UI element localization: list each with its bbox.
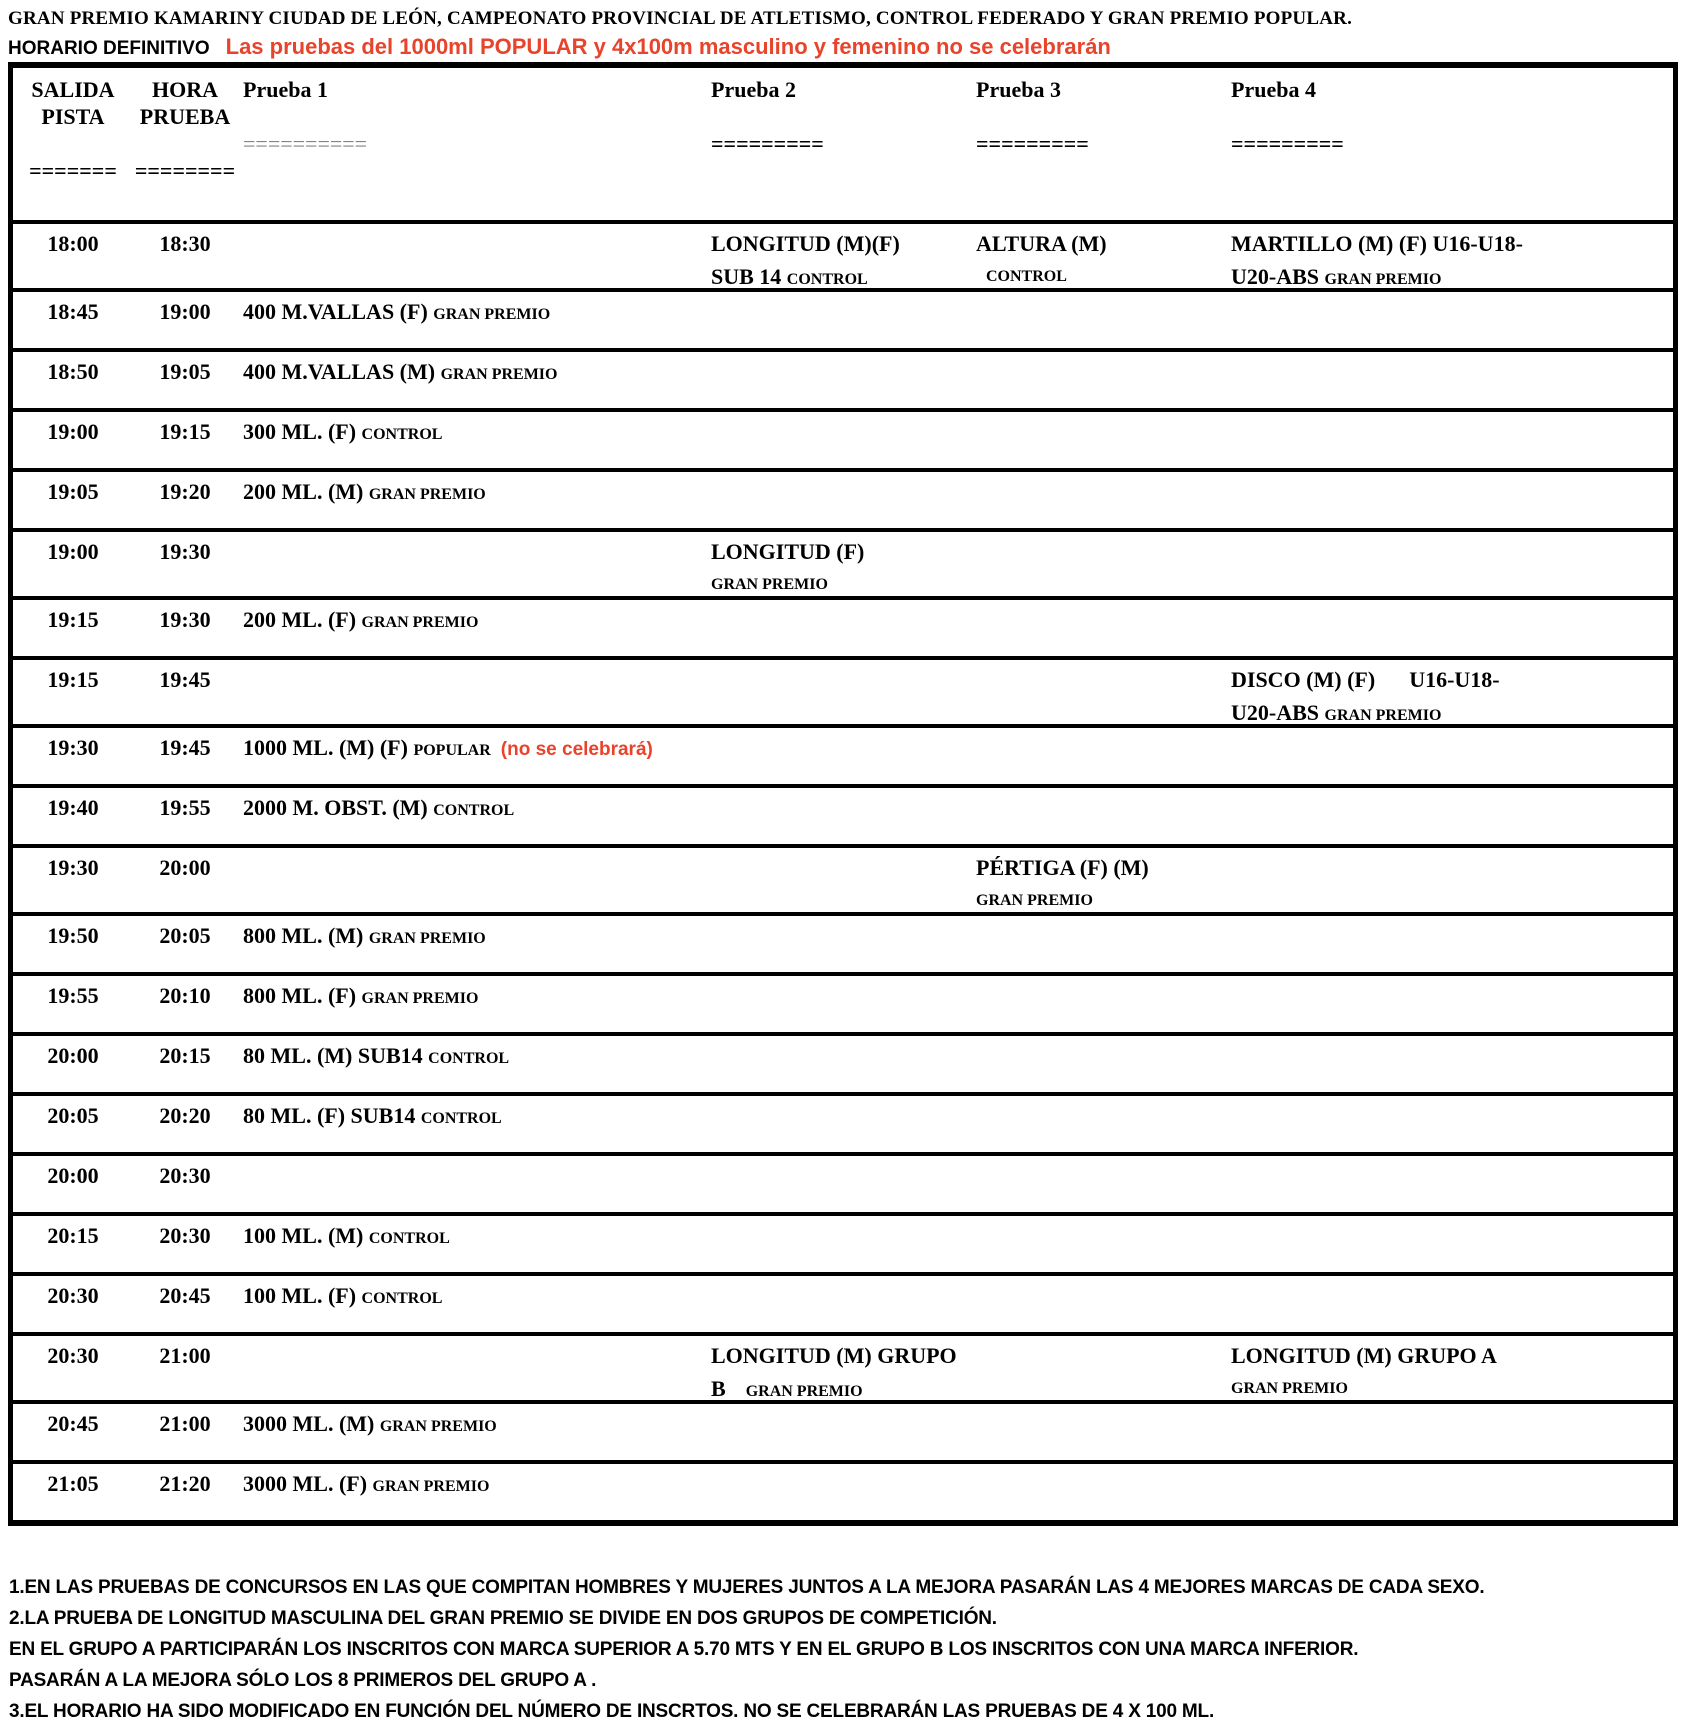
event-text-segment: LONGITUD (M) GRUPO A (1231, 1343, 1497, 1368)
prueba-1-cell (237, 477, 705, 528)
prueba-1-cell (237, 733, 705, 784)
prueba-2-cell (705, 229, 970, 295)
hora-prueba-cell: 19:05 (159, 359, 211, 384)
prueba-1-cell (237, 853, 705, 916)
prueba-1-cell (237, 357, 705, 408)
prueba-4-cell (1225, 1041, 1673, 1092)
prueba-3-cell (970, 417, 1225, 468)
event-text-segment: 3000 ML. (F) (243, 1471, 373, 1496)
table-row (13, 1272, 1673, 1332)
table-row (13, 220, 1673, 288)
prueba-1-cell (237, 793, 705, 844)
prueba-3-cell (970, 1041, 1225, 1092)
prueba-4-cell (1225, 1161, 1673, 1212)
prueba-2-cell (705, 1469, 970, 1520)
prueba-1-cell (237, 297, 705, 348)
table-row (13, 972, 1673, 1032)
prueba-2-cell (705, 981, 970, 1032)
prueba-3-cell (970, 1281, 1225, 1332)
prueba-3-cell (970, 1161, 1225, 1212)
schedule-table (8, 62, 1678, 1526)
event-text-segment: GRAN PREMIO (1324, 707, 1442, 724)
prueba-2-cell (705, 1221, 970, 1272)
header-underline: ======= (29, 158, 117, 183)
salida-pista-cell: 19:50 (47, 923, 99, 948)
prueba-3-cell (970, 921, 1225, 972)
table-row (13, 1460, 1673, 1520)
prueba-2-cell (705, 1281, 970, 1332)
hora-prueba-cell: 20:00 (159, 855, 211, 880)
event-text-segment: 200 ML. (F) (243, 607, 362, 632)
prueba-1-cell (237, 1221, 705, 1272)
header-underline: ======== (134, 158, 236, 183)
hora-prueba-cell: 20:45 (159, 1283, 211, 1308)
event-text-segment: 200 ML. (M) (243, 479, 369, 504)
prueba-2-cell (705, 921, 970, 972)
event-text-segment: 3000 ML. (M) (243, 1411, 380, 1436)
prueba-3-cell (970, 733, 1225, 784)
event-text-segment: 1000 ML. (M) (F) (243, 735, 414, 760)
prueba-2-cell (705, 1341, 970, 1407)
hora-prueba-cell: 19:45 (159, 667, 211, 692)
event-text-segment: SUB 14 (711, 264, 787, 289)
event-text-segment: 100 ML. (M) (243, 1223, 369, 1248)
event-text-segment: CONTROL (433, 802, 515, 819)
header-underline: ========= (711, 131, 824, 156)
prueba-3-cell (970, 665, 1225, 731)
prueba-2-cell (705, 853, 970, 916)
prueba-4-cell (1225, 1341, 1673, 1407)
event-text-segment: 800 ML. (F) (243, 983, 362, 1008)
event-text-segment: GRAN PREMIO (433, 306, 551, 323)
event-text-segment: GRAN PREMIO (361, 614, 479, 631)
table-row (13, 1212, 1673, 1272)
salida-pista-cell: 20:00 (47, 1163, 99, 1188)
note-line: 1.EN LAS PRUEBAS DE CONCURSOS EN LAS QUE COMPITAN HOMBRES Y MUJERES JUNTOS A LA MEJORA PASARÁN LAS 4 MEJORES MARCAS DE CADA SEXO. (9, 1577, 1485, 1598)
salida-pista-cell: 18:45 (47, 299, 99, 324)
note-line: 2.LA PRUEBA DE LONGITUD MASCULINA DEL GRAN PREMIO SE DIVIDE EN DOS GRUPOS DE COMPETICIÓN. (9, 1608, 997, 1629)
hora-prueba-cell: 21:20 (159, 1471, 211, 1496)
subtitle-label: HORARIO DEFINITIVO (8, 38, 210, 59)
footer-notes (9, 1572, 1684, 1727)
prueba-3-cell (970, 853, 1225, 916)
prueba-4-cell (1225, 1469, 1673, 1520)
salida-pista-cell: 18:50 (47, 359, 99, 384)
table-row (13, 1152, 1673, 1212)
salida-pista-cell: 19:30 (47, 855, 99, 880)
event-text-segment: GRAN PREMIO (976, 892, 1093, 909)
event-text-segment: DISCO (M) (F) (1231, 667, 1376, 692)
prueba-3-cell (970, 605, 1225, 656)
table-row (13, 1400, 1673, 1460)
event-text-segment: U20-ABS (1231, 264, 1325, 289)
table-row (13, 1332, 1673, 1400)
note-line: 3.EL HORARIO HA SIDO MODIFICADO EN FUNCIÓN DEL NÚMERO DE INSCRTOS. NO SE CELEBRARÁN LAS PRUEBAS DE 4 X 100 ML. (9, 1701, 1215, 1722)
salida-pista-cell: 19:00 (47, 419, 99, 444)
hora-prueba-cell: 20:30 (159, 1163, 211, 1188)
event-text-segment: GRAN PREMIO (1231, 1380, 1348, 1397)
event-text-segment: CONTROL (986, 268, 1067, 285)
table-row (13, 408, 1673, 468)
prueba-2-cell (705, 357, 970, 408)
table-row (13, 724, 1673, 784)
prueba-2-cell (705, 417, 970, 468)
event-text-segment: GRAN PREMIO (372, 1478, 490, 1495)
table-row (13, 596, 1673, 656)
prueba-4-cell (1225, 1281, 1673, 1332)
header-prueba-4: Prueba 4 ========= (1225, 76, 1673, 220)
event-text-segment: GRAN PREMIO (368, 930, 486, 947)
prueba-3-cell (970, 1101, 1225, 1152)
table-header-row (13, 68, 1673, 220)
prueba-2-cell (705, 793, 970, 844)
prueba-4-cell (1225, 1101, 1673, 1152)
event-text-segment: CONTROL (786, 271, 868, 288)
event-text-segment: U20-ABS (1231, 700, 1325, 725)
prueba-2-cell (705, 733, 970, 784)
event-text-segment: (no se celebrará) (500, 739, 653, 760)
prueba-4-cell (1225, 733, 1673, 784)
salida-pista-cell: 19:15 (47, 667, 99, 692)
hora-prueba-cell: 19:30 (159, 607, 211, 632)
event-text-segment: B (711, 1376, 726, 1401)
event-text-segment: CONTROL (361, 1290, 443, 1307)
hora-prueba-cell: 19:30 (159, 539, 211, 564)
prueba-2-cell (705, 537, 970, 600)
event-text-segment: CONTROL (428, 1050, 510, 1067)
prueba-2-cell (705, 605, 970, 656)
salida-pista-cell: 19:40 (47, 795, 99, 820)
event-text-segment: CONTROL (361, 426, 443, 443)
prueba-2-cell (705, 297, 970, 348)
event-text-segment: LONGITUD (F) (711, 539, 865, 564)
prueba-3-cell (970, 297, 1225, 348)
table-row (13, 844, 1673, 912)
prueba-3-cell (970, 229, 1225, 295)
prueba-1-cell (237, 1409, 705, 1460)
prueba-4-cell (1225, 981, 1673, 1032)
event-text-segment: MARTILLO (M) (F) U16-U18- (1231, 231, 1523, 256)
prueba-4-cell (1225, 297, 1673, 348)
header-salida-pista: SALIDA PISTA ======= (13, 76, 133, 220)
event-text-segment: GRAN PREMIO (379, 1418, 497, 1435)
subtitle-row (8, 34, 1684, 62)
prueba-4-cell (1225, 1221, 1673, 1272)
cancellation-warning: Las pruebas del 1000ml POPULAR y 4x100m masculino y femenino no se celebrarán (225, 34, 1111, 59)
hora-prueba-cell: 19:45 (159, 735, 211, 760)
prueba-2-cell (705, 477, 970, 528)
event-text-segment: ALTURA (M) (976, 231, 1107, 256)
salida-pista-cell: 20:05 (47, 1103, 99, 1128)
salida-pista-cell: 20:45 (47, 1411, 99, 1436)
event-text-segment: 80 ML. (M) SUB14 (243, 1043, 429, 1068)
prueba-1-cell (237, 1281, 705, 1332)
salida-pista-cell: 19:05 (47, 479, 99, 504)
prueba-3-cell (970, 477, 1225, 528)
event-text-segment: CONTROL (420, 1110, 502, 1127)
prueba-4-cell (1225, 853, 1673, 916)
prueba-1-cell (237, 229, 705, 295)
prueba-1-cell (237, 1469, 705, 1520)
hora-prueba-cell: 19:20 (159, 479, 211, 504)
prueba-4-cell (1225, 921, 1673, 972)
table-body (13, 220, 1673, 1520)
event-text-segment: 400 M.VALLAS (F) (243, 299, 434, 324)
salida-pista-cell: 20:00 (47, 1043, 99, 1068)
event-text-segment: CONTROL (368, 1230, 450, 1247)
prueba-1-cell (237, 537, 705, 600)
note-line: PASARÁN A LA MEJORA SÓLO LOS 8 PRIMEROS DEL GRUPO A . (9, 1670, 597, 1691)
event-text-segment: PÉRTIGA (F) (M) (976, 855, 1149, 880)
event-text-segment: 800 ML. (M) (243, 923, 369, 948)
table-row (13, 468, 1673, 528)
prueba-3-cell (970, 357, 1225, 408)
prueba-2-cell (705, 1161, 970, 1212)
header-prueba-1: Prueba 1 ========== (237, 76, 705, 220)
salida-pista-cell: 19:30 (47, 735, 99, 760)
hora-prueba-cell: 19:15 (159, 419, 211, 444)
prueba-4-cell (1225, 1409, 1673, 1460)
prueba-1-cell (237, 1101, 705, 1152)
event-text-segment: 300 ML. (F) (243, 419, 362, 444)
header-hora-prueba: HORA PRUEBA ======== (134, 77, 236, 183)
prueba-1-cell (237, 1341, 705, 1407)
table-row (13, 1092, 1673, 1152)
salida-pista-cell: 18:00 (47, 231, 99, 256)
prueba-2-cell (705, 1041, 970, 1092)
event-text-segment: GRAN PREMIO (711, 576, 828, 593)
prueba-3-cell (970, 981, 1225, 1032)
hora-prueba-cell: 20:05 (159, 923, 211, 948)
salida-pista-cell: 19:00 (47, 539, 99, 564)
hora-prueba-cell: 20:10 (159, 983, 211, 1008)
event-text-segment: GRAN PREMIO (745, 1383, 863, 1400)
hora-prueba-cell: 21:00 (159, 1343, 211, 1368)
salida-pista-cell: 20:15 (47, 1223, 99, 1248)
table-row (13, 348, 1673, 408)
hora-prueba-cell: 20:15 (159, 1043, 211, 1068)
prueba-1-cell (237, 1041, 705, 1092)
prueba-3-cell (970, 1409, 1225, 1460)
event-text-segment: GRAN PREMIO (361, 990, 479, 1007)
event-text-segment: 400 M.VALLAS (M) (243, 359, 441, 384)
event-text-segment: LONGITUD (M)(F) (711, 231, 900, 256)
prueba-1-cell (237, 921, 705, 972)
hora-prueba-cell: 18:30 (159, 231, 211, 256)
table-row (13, 288, 1673, 348)
event-text-segment: POPULAR (413, 742, 495, 759)
prueba-1-cell (237, 665, 705, 731)
salida-pista-cell: 20:30 (47, 1343, 99, 1368)
salida-pista-cell: 21:05 (47, 1471, 99, 1496)
event-text-segment: U16-U18- (1409, 667, 1500, 692)
prueba-1-cell (237, 981, 705, 1032)
salida-pista-cell: 19:55 (47, 983, 99, 1008)
header-prueba-2: Prueba 2 ========= (705, 76, 970, 220)
event-text-segment: GRAN PREMIO (368, 486, 486, 503)
salida-pista-cell: 19:15 (47, 607, 99, 632)
event-text-segment: 100 ML. (F) (243, 1283, 362, 1308)
hora-prueba-cell: 19:00 (159, 299, 211, 324)
hora-prueba-cell: 21:00 (159, 1411, 211, 1436)
prueba-4-cell (1225, 665, 1673, 731)
prueba-4-cell (1225, 477, 1673, 528)
prueba-3-cell (970, 1341, 1225, 1407)
prueba-2-cell (705, 665, 970, 731)
header-underline: ========== (243, 131, 368, 156)
event-text-segment: GRAN PREMIO (440, 366, 558, 383)
prueba-4-cell (1225, 537, 1673, 600)
table-row (13, 528, 1673, 596)
header-underline: ========= (976, 131, 1089, 156)
prueba-3-cell (970, 1221, 1225, 1272)
table-row (13, 1032, 1673, 1092)
event-text-segment: LONGITUD (M) GRUPO (711, 1343, 957, 1368)
header-prueba-3: Prueba 3 ========= (970, 76, 1225, 220)
prueba-4-cell (1225, 417, 1673, 468)
table-row (13, 912, 1673, 972)
prueba-1-cell (237, 605, 705, 656)
table-row (13, 656, 1673, 724)
salida-pista-cell: 20:30 (47, 1283, 99, 1308)
prueba-4-cell (1225, 793, 1673, 844)
prueba-1-cell (237, 1161, 705, 1212)
prueba-3-cell (970, 537, 1225, 600)
prueba-2-cell (705, 1101, 970, 1152)
prueba-3-cell (970, 1469, 1225, 1520)
hora-prueba-cell: 20:20 (159, 1103, 211, 1128)
prueba-4-cell (1225, 605, 1673, 656)
prueba-3-cell (970, 793, 1225, 844)
header-underline: ========= (1231, 131, 1344, 156)
prueba-4-cell (1225, 357, 1673, 408)
event-text-segment: 80 ML. (F) SUB14 (243, 1103, 421, 1128)
event-text-segment: GRAN PREMIO (1324, 271, 1442, 288)
hora-prueba-cell: 20:30 (159, 1223, 211, 1248)
note-line: EN EL GRUPO A PARTICIPARÁN LOS INSCRITOS CON MARCA SUPERIOR A 5.70 MTS Y EN EL GRUPO B LOS INSCRITOS CON UNA MARCA INFERIOR. (9, 1639, 1359, 1660)
event-text-segment: 2000 M. OBST. (M) (243, 795, 434, 820)
table-row (13, 784, 1673, 844)
hora-prueba-cell: 19:55 (159, 795, 211, 820)
document-title: GRAN PREMIO KAMARINY CIUDAD DE LEÓN, CAMPEONATO PROVINCIAL DE ATLETISMO, CONTROL FEDERADO Y GRAN PREMIO POPULAR. (8, 8, 1353, 29)
prueba-4-cell (1225, 229, 1673, 295)
prueba-1-cell (237, 417, 705, 468)
prueba-2-cell (705, 1409, 970, 1460)
